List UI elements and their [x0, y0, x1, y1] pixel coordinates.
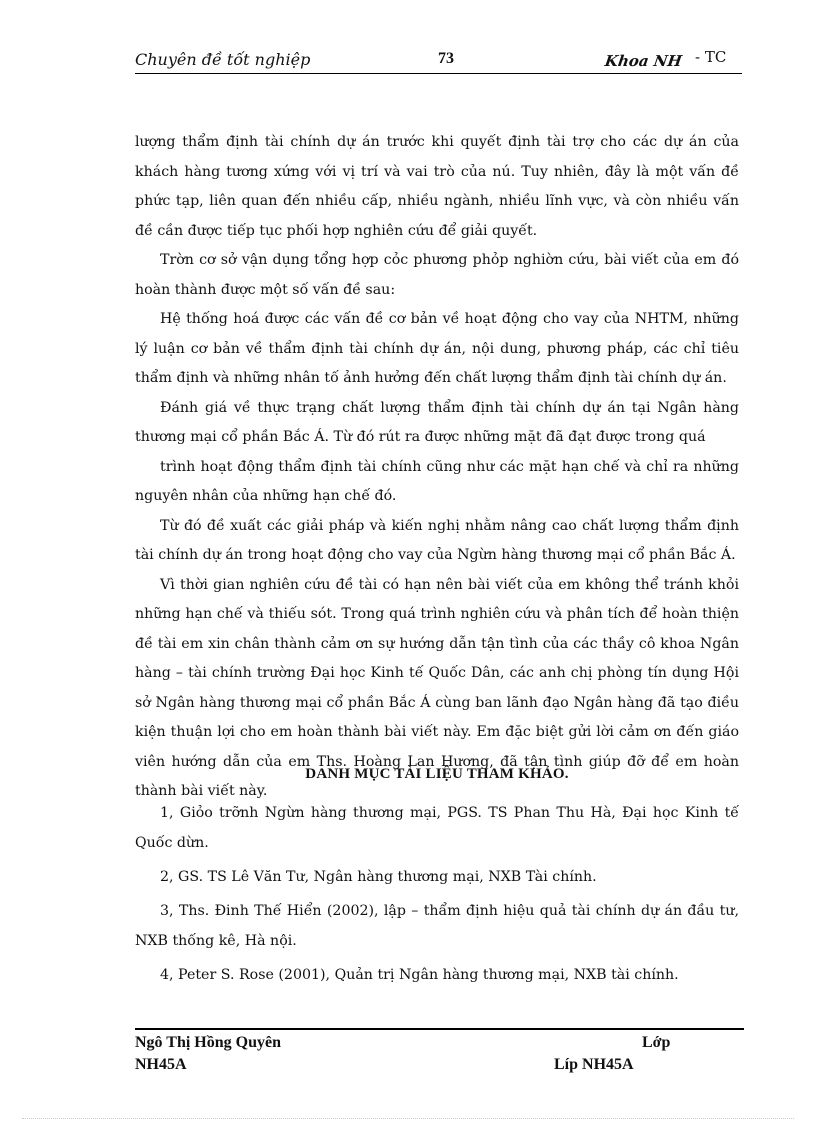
reference-item: 1, Giỏo trỡnh Ngừn hàng thương mại, PGS. TS Phan Thu Hà, Đại học Kinh tế Quốc dừn.	[135, 805, 739, 851]
references-title: DANH MỤC TÀI LIỆU THAM KHẢO.	[305, 766, 569, 782]
page-bottom-border	[22, 1118, 794, 1119]
paragraph: Hệ thống hoá được các vấn đề cơ bản về hoạt động cho vay của NHTM, những lý luận cơ bản về thẩm định tài chính dự án, nội dung, phương pháp, các chỉ tiêu thẩm định và những nhân tố ảnh hưởng đến chất lượng thẩm định tài chính dự án.	[135, 311, 739, 386]
reference-item: 2, GS. TS Lê Văn Tư, Ngân hàng thương mại, NXB Tài chính.	[160, 869, 597, 885]
page-header	[135, 48, 742, 74]
references-list	[135, 798, 739, 994]
paragraph: Từ đó đề xuất các giải pháp và kiến nghị nhằm nâng cao chất lượng thẩm định tài chính dự án trong hoạt động cho vay của Ngừn hàng thương mại cổ phần Bắc Á.	[135, 517, 739, 563]
page-number: 73	[438, 50, 454, 67]
header-rule	[135, 73, 742, 74]
paragraph: Vì thời gian nghiên cứu đề tài có hạn nên bài viết của em không thể tránh khỏi những hạn chế và thiếu sót. Trong quá trình nghiên cứu và phân tích để hoàn thiện đề tài em xin chân thành cảm ơn sự hướng dẫn tận tình của các thầy cô khoa Ngân hàng – tài chính trường Đại học Kinh tế Quốc Dân, các anh chị phòng tín dụng Hội sở Ngân hàng thương mại cổ phần Bắc Á cùng ban lãnh đạo Ngân hàng đã tạo điều kiện thuận lợi cho em hoàn thành bài viết này. Em đặc biệt gửi lời cảm ơn đến giáo viên hướng dẫn của em Ths. Hoàng Lan Hương, đã tận tình giúp đỡ để em hoàn thành bài viết này.	[135, 576, 739, 799]
footer-class-right: Líp NH45A	[554, 1056, 634, 1073]
header-faculty-handwritten: Khoa NH	[603, 52, 684, 70]
reference-item: 4, Peter S. Rose (2001), Quản trị Ngân hàng thương mại, NXB tài chính.	[160, 967, 679, 983]
footer-class-label: Lớp	[642, 1034, 671, 1051]
paragraph: lượng thẩm định tài chính dự án trước khi quyết định tài trợ cho các dự án của khách hàng tương xứng với vị trí và vai trò của nú. Tuy nhiên, đây là một vấn đề phức tạp, liên quan đến nhiều cấp, nhiều ngành, nhiều lĩnh vực, và còn nhiều vấn đề cần được tiếp tục phối hợp nghiên cứu để giải quyết.	[135, 134, 739, 239]
footer-class-left: NH45A	[135, 1056, 187, 1073]
reference-item: 3, Ths. Đinh Thế Hiển (2002), lập – thẩm định hiệu quả tài chính dự án đầu tư, NXB thống kê, Hà nội.	[135, 903, 739, 949]
header-title: Chuyên đề tốt nghiệp	[135, 50, 311, 69]
body-text	[135, 128, 739, 807]
paragraph: trình hoạt động thẩm định tài chính cũng như các mặt hạn chế và chỉ ra những nguyên nhân của những hạn chế đó.	[135, 458, 739, 504]
footer-author: Ngô Thị Hồng Quyên	[135, 1034, 281, 1051]
paragraph: Đánh giá về thực trạng chất lượng thẩm định tài chính dự án tại Ngân hàng thương mại cổ phần Bắc Á. Từ đó rút ra được những mặt đã đạt được trong quá	[135, 399, 739, 445]
paragraph: Trờn cơ sở vận dụng tổng hợp cỏc phương phỏp nghiờn cứu, bài viết của em đó hoàn thành được một số vấn đề sau:	[135, 252, 739, 298]
header-faculty-suffix: - TC	[695, 48, 727, 66]
footer-rule	[135, 1028, 744, 1030]
